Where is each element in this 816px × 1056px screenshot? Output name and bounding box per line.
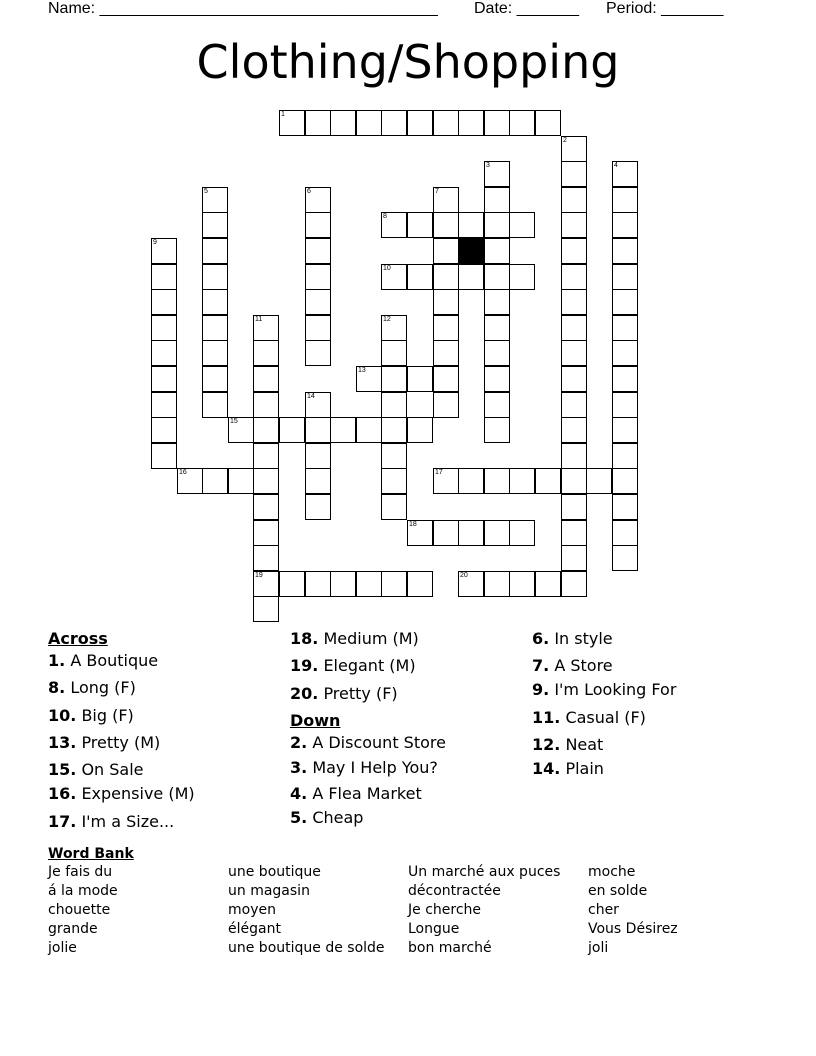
answer-cell[interactable] [151,238,177,264]
answer-cell[interactable] [612,392,638,418]
answer-cell[interactable] [381,571,407,597]
answer-cell[interactable] [381,392,407,418]
blocked-cell [458,238,484,264]
answer-cell[interactable] [305,494,331,520]
clue-across-15: 15. On Sale [48,760,144,779]
answer-cell[interactable] [612,161,638,187]
answer-cell[interactable] [381,366,407,392]
answer-cell[interactable] [458,468,484,494]
word-bank-item: en solde [588,883,648,899]
answer-cell[interactable] [433,340,459,366]
answer-cell[interactable] [356,366,382,392]
clue-down-4: 4. A Flea Market [290,784,422,803]
answer-cell[interactable] [253,545,279,571]
answer-cell[interactable] [561,366,587,392]
answer-cell[interactable] [151,340,177,366]
answer-cell[interactable] [305,238,331,264]
clue-number: 3 [486,162,490,169]
answer-cell[interactable] [484,161,510,187]
answer-cell[interactable] [509,110,535,136]
word-bank-item: moyen [228,902,276,918]
answer-cell[interactable] [253,571,279,597]
clue-across-1: 1. A Boutique [48,651,159,670]
answer-cell[interactable] [535,110,561,136]
answer-cell[interactable] [381,340,407,366]
answer-cell[interactable] [612,289,638,315]
answer-cell[interactable] [202,392,228,418]
page-title: Clothing/Shopping [196,35,620,89]
answer-cell[interactable] [330,110,356,136]
answer-cell[interactable] [228,468,254,494]
period-field[interactable]: Period: _______ [606,0,724,17]
answer-cell[interactable] [561,468,587,494]
word-bank-item: Longue [408,921,460,937]
answer-cell[interactable] [381,494,407,520]
clue-down-12: 12. Neat [532,735,604,754]
clue-number: 4 [614,162,618,169]
answer-cell[interactable] [484,340,510,366]
answer-cell[interactable] [330,571,356,597]
answer-cell[interactable] [509,264,535,290]
clue-across-16: 16. Expensive (M) [48,784,195,803]
answer-cell[interactable] [561,417,587,443]
across-heading: Across [48,629,108,648]
answer-cell[interactable] [509,212,535,238]
answer-cell[interactable] [253,443,279,469]
answer-cell[interactable] [407,520,433,546]
answer-cell[interactable] [484,238,510,264]
clue-across-19: 19. Elegant (M) [290,656,416,675]
word-bank-item: grande [48,921,98,937]
clue-number: 16 [179,469,187,476]
answer-cell[interactable] [202,366,228,392]
word-bank-item: joli [588,940,609,956]
answer-cell[interactable] [561,187,587,213]
answer-cell[interactable] [202,289,228,315]
clue-number: 19 [255,572,263,579]
clue-down-3: 3. May I Help You? [290,758,438,777]
answer-cell[interactable] [433,264,459,290]
answer-cell[interactable] [433,520,459,546]
clue-number: 20 [460,572,468,579]
answer-cell[interactable] [561,136,587,162]
clue-down-9: 9. I'm Looking For [532,680,677,699]
clue-down-7: 7. A Store [532,656,613,675]
answer-cell[interactable] [305,264,331,290]
answer-cell[interactable] [458,520,484,546]
answer-cell[interactable] [151,366,177,392]
answer-cell[interactable] [509,571,535,597]
answer-cell[interactable] [612,443,638,469]
word-bank-item: jolie [48,940,77,956]
answer-cell[interactable] [305,417,331,443]
answer-cell[interactable] [305,443,331,469]
answer-cell[interactable] [356,110,382,136]
date-field[interactable]: Date: _______ [474,0,579,17]
clue-number: 7 [435,188,439,195]
answer-cell[interactable] [561,545,587,571]
clue-number: 8 [383,213,387,220]
answer-cell[interactable] [407,417,433,443]
answer-cell[interactable] [612,366,638,392]
clue-number: 10 [383,265,391,272]
clue-number: 11 [255,316,263,323]
answer-cell[interactable] [433,315,459,341]
word-bank-item: á la mode [48,883,118,899]
answer-cell[interactable] [433,238,459,264]
clue-number: 5 [204,188,208,195]
word-bank-item: bon marché [408,940,492,956]
answer-cell[interactable] [381,315,407,341]
answer-cell[interactable] [484,571,510,597]
answer-cell[interactable] [433,110,459,136]
answer-cell[interactable] [561,443,587,469]
answer-cell[interactable] [612,340,638,366]
answer-cell[interactable] [561,392,587,418]
word-bank-item: élégant [228,921,281,937]
answer-cell[interactable] [509,468,535,494]
answer-cell[interactable] [433,468,459,494]
clue-number: 6 [307,188,311,195]
answer-cell[interactable] [381,264,407,290]
answer-cell[interactable] [612,468,638,494]
answer-cell[interactable] [279,571,305,597]
clue-number: 14 [307,393,315,400]
answer-cell[interactable] [202,340,228,366]
answer-cell[interactable] [561,161,587,187]
word-bank-item: moche [588,864,636,880]
down-heading: Down [290,711,341,730]
word-bank-item: chouette [48,902,111,918]
answer-cell[interactable] [484,289,510,315]
clue-across-18: 18. Medium (M) [290,629,419,648]
answer-cell[interactable] [202,264,228,290]
answer-cell[interactable] [561,494,587,520]
answer-cell[interactable] [561,571,587,597]
answer-cell[interactable] [381,212,407,238]
answer-cell[interactable] [484,468,510,494]
answer-cell[interactable] [279,417,305,443]
answer-cell[interactable] [151,392,177,418]
answer-cell[interactable] [305,392,331,418]
answer-cell[interactable] [484,110,510,136]
answer-cell[interactable] [228,417,254,443]
word-bank-item: un magasin [228,883,310,899]
word-bank-item: une boutique [228,864,321,880]
answer-cell[interactable] [177,468,203,494]
word-bank-item: Un marché aux puces [408,864,561,880]
clue-number: 2 [563,137,567,144]
word-bank-item: Vous Désirez [588,921,678,937]
answer-cell[interactable] [458,212,484,238]
answer-cell[interactable] [484,264,510,290]
answer-cell[interactable] [151,289,177,315]
answer-cell[interactable] [612,545,638,571]
answer-cell[interactable] [458,571,484,597]
clue-number: 18 [409,521,417,528]
answer-cell[interactable] [561,264,587,290]
answer-cell[interactable] [433,289,459,315]
answer-cell[interactable] [586,468,612,494]
answer-cell[interactable] [381,468,407,494]
answer-cell[interactable] [561,315,587,341]
word-bank-item: Je fais du [48,864,113,880]
answer-cell[interactable] [253,315,279,341]
answer-cell[interactable] [612,417,638,443]
answer-cell[interactable] [535,571,561,597]
clue-down-14: 14. Plain [532,759,604,778]
answer-cell[interactable] [381,417,407,443]
answer-cell[interactable] [305,212,331,238]
answer-cell[interactable] [612,520,638,546]
answer-cell[interactable] [561,212,587,238]
answer-cell[interactable] [612,238,638,264]
answer-cell[interactable] [612,315,638,341]
answer-cell[interactable] [305,571,331,597]
clue-down-11: 11. Casual (F) [532,708,646,727]
answer-cell[interactable] [305,468,331,494]
answer-cell[interactable] [253,494,279,520]
answer-cell[interactable] [253,468,279,494]
clue-down-2: 2. A Discount Store [290,733,446,752]
answer-cell[interactable] [484,315,510,341]
answer-cell[interactable] [253,392,279,418]
answer-cell[interactable] [356,571,382,597]
answer-cell[interactable] [433,392,459,418]
answer-cell[interactable] [484,366,510,392]
clue-number: 12 [383,316,391,323]
answer-cell[interactable] [202,212,228,238]
clue-across-20: 20. Pretty (F) [290,684,398,703]
answer-cell[interactable] [458,264,484,290]
clue-down-6: 6. In style [532,629,613,648]
answer-cell[interactable] [561,238,587,264]
answer-cell[interactable] [433,366,459,392]
answer-cell[interactable] [509,520,535,546]
answer-cell[interactable] [612,212,638,238]
answer-cell[interactable] [484,520,510,546]
word-bank-item: Je cherche [408,902,482,918]
answer-cell[interactable] [458,110,484,136]
answer-cell[interactable] [305,187,331,213]
answer-cell[interactable] [484,212,510,238]
clue-across-8: 8. Long (F) [48,678,136,697]
answer-cell[interactable] [202,187,228,213]
answer-cell[interactable] [151,315,177,341]
answer-cell[interactable] [253,520,279,546]
answer-cell[interactable] [253,366,279,392]
name-field[interactable]: Name: ______________________________________ [48,0,438,17]
answer-cell[interactable] [305,289,331,315]
answer-cell[interactable] [407,366,433,392]
word-bank-item: cher [588,902,619,918]
clue-across-10: 10. Big (F) [48,706,134,725]
clue-number: 15 [230,418,238,425]
answer-cell[interactable] [202,468,228,494]
answer-cell[interactable] [407,571,433,597]
answer-cell[interactable] [151,443,177,469]
clue-across-13: 13. Pretty (M) [48,733,161,752]
answer-cell[interactable] [484,187,510,213]
answer-cell[interactable] [202,315,228,341]
answer-cell[interactable] [253,340,279,366]
clue-number: 13 [358,367,366,374]
answer-cell[interactable] [305,340,331,366]
answer-cell[interactable] [253,417,279,443]
word-bank-item: une boutique de solde [228,940,385,956]
answer-cell[interactable] [561,340,587,366]
answer-cell[interactable] [433,212,459,238]
answer-cell[interactable] [612,494,638,520]
answer-cell[interactable] [407,264,433,290]
clue-number: 1 [281,111,285,118]
clue-across-17: 17. I'm a Size... [48,812,175,831]
answer-cell[interactable] [381,110,407,136]
answer-cell[interactable] [407,212,433,238]
clue-number: 17 [435,469,443,476]
answer-cell[interactable] [202,238,228,264]
answer-cell[interactable] [407,110,433,136]
answer-cell[interactable] [381,443,407,469]
answer-cell[interactable] [305,315,331,341]
clue-down-5: 5. Cheap [290,808,364,827]
answer-cell[interactable] [433,187,459,213]
answer-cell[interactable] [561,289,587,315]
answer-cell[interactable] [612,264,638,290]
answer-cell[interactable] [151,417,177,443]
answer-cell[interactable] [612,187,638,213]
answer-cell[interactable] [484,417,510,443]
answer-cell[interactable] [151,264,177,290]
answer-cell[interactable] [484,392,510,418]
answer-cell[interactable] [305,110,331,136]
answer-cell[interactable] [561,520,587,546]
word-bank-item: décontractée [408,883,501,899]
answer-cell[interactable] [279,110,305,136]
word-bank-title: Word Bank [48,846,134,862]
answer-cell[interactable] [356,417,382,443]
answer-cell[interactable] [253,596,279,622]
clue-number: 9 [153,239,157,246]
answer-cell[interactable] [330,417,356,443]
answer-cell[interactable] [535,468,561,494]
